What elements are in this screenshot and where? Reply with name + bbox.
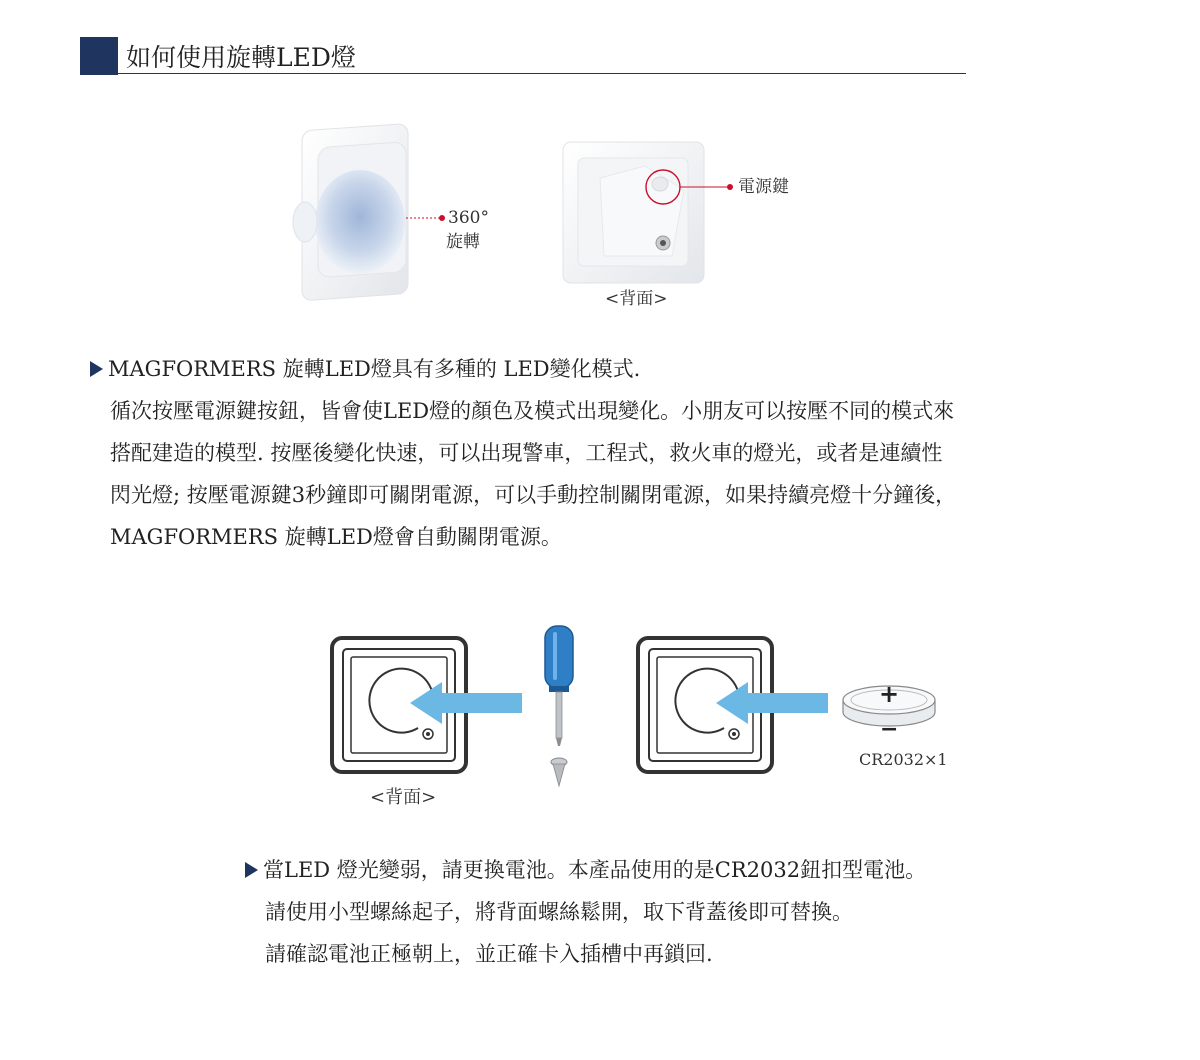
- bullet-heading-row-2: [245, 849, 926, 891]
- battery-model-label: CR2032×1: [859, 750, 948, 769]
- section1-line-3: 閃光燈; 按壓電源鍵3秒鐘即可關閉電源，可以手動控制關閉電源，如果持續亮燈十分鐘後，: [110, 483, 957, 507]
- bullet-heading-row: [90, 348, 956, 390]
- battery-plus-sign: +: [879, 680, 900, 708]
- section1-line-4: MAGFORMERS 旋轉LED燈會自動關閉電源。: [110, 525, 562, 549]
- battery-replacement-diagram: [0, 600, 1200, 800]
- section1-line-2: 搭配建造的模型. 按壓後變化快速，可以出現警車，工程式，救火車的燈光，或者是連續性: [110, 441, 943, 465]
- back-view-label: <背面>: [605, 289, 668, 309]
- section2-line-0: 當LED 燈光變弱，請更換電池。本產品使用的是CR2032鈕扣型電池。: [263, 858, 927, 882]
- bullet-triangle-icon-2: [245, 862, 258, 878]
- section1-line-1: 循次按壓電源鍵按鈕，皆會使LED燈的顏色及模式出現變化。小朋友可以按壓不同的模式來: [110, 399, 955, 423]
- section1-line-0: MAGFORMERS 旋轉LED燈具有多種的 LED變化模式.: [108, 357, 641, 381]
- rotate-label-text: 旋轉: [446, 232, 480, 252]
- screwdriver-icon: [545, 626, 573, 746]
- section-led-modes: [90, 348, 956, 558]
- battery-minus-sign: −: [880, 717, 899, 742]
- section2-line-2: 請確認電池正極朝上，並正確卡入插槽中再鎖回.: [265, 942, 713, 966]
- rotating-led-front-image: [293, 123, 408, 300]
- rotate-callout-line: [406, 215, 445, 221]
- section2-line-1: 請使用小型螺絲起子，將背面螺絲鬆開，取下背蓋後即可替換。: [265, 900, 853, 924]
- page-title: 如何使用旋轉LED燈: [126, 43, 356, 72]
- product-illustration: [0, 0, 1200, 330]
- power-button-label: 電源鍵: [738, 177, 789, 197]
- screw-icon: [551, 758, 567, 786]
- rotating-led-back-image: [563, 142, 704, 283]
- section-battery-replacement: [245, 849, 926, 975]
- battery-back-label: <背面>: [370, 787, 437, 808]
- rotate-label-degrees: 360°: [448, 208, 489, 228]
- bullet-triangle-icon: [90, 361, 103, 377]
